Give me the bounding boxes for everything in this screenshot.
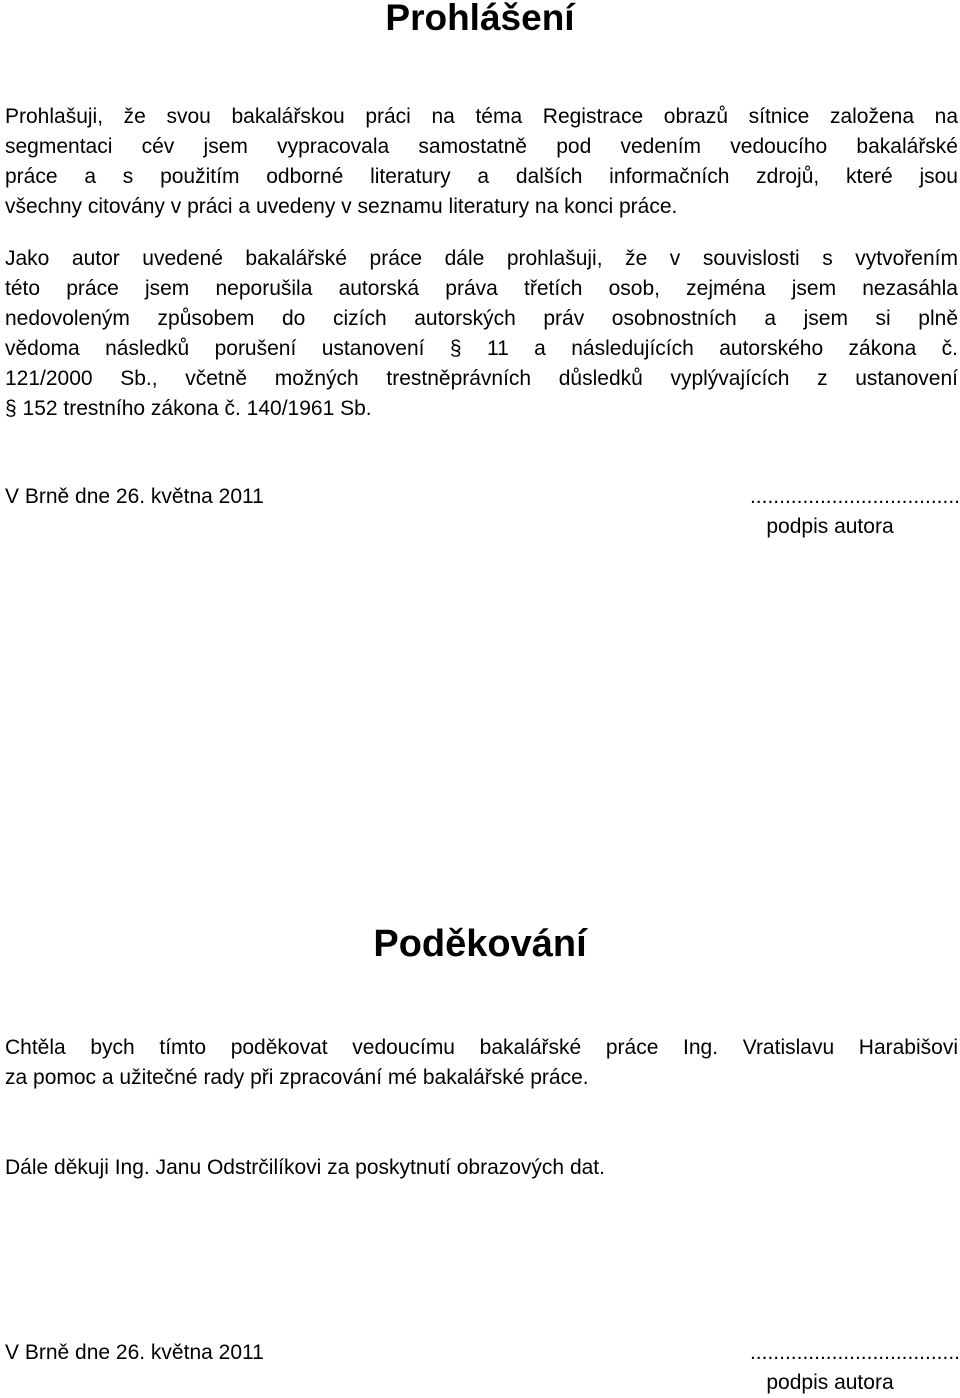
declaration-title: Prohlášení [385,0,575,38]
text-line: všechny citovány v práci a uvedeny v seznamu literatury na konci práce. [5,195,678,218]
text-line: nedovoleným způsobem do cizích autorských práv osobnostních a jsem si plně [5,307,958,330]
acknowledgement-signature-block [700,1338,960,1398]
text-line: Chtěla bych tímto poděkovat vedoucímu bakalářské práce Ing. Vratislavu Harabišovi [5,1036,958,1059]
signature-label: podpis autora [766,1371,894,1394]
text-line: této práce jsem neporušila autorská práva třetích osob, zejména jsem nezasáhla [5,277,958,300]
text-line: segmentaci cév jsem vypracovala samostatně pod vedením vedoucího bakalářské [5,135,958,158]
declaration-paragraph-1 [5,102,958,222]
text-line: práce a s použitím odborné literatury a dalších informačních zdrojů, které jsou [5,165,958,188]
signature-line: .................................... [749,1341,960,1364]
declaration-place-date: V Brně dne 26. května 2011 [5,485,264,508]
text-line: vědoma následků porušení ustanovení § 11 a následujících autorského zákona č. [5,337,958,360]
text-line: § 152 trestního zákona č. 140/1961 Sb. [5,397,372,420]
acknowledgement-paragraph-2: Dále děkuji Ing. Janu Odstrčilíkovi za poskytnutí obrazových dat. [5,1156,605,1179]
text-line: Prohlašuji, že svou bakalářskou práci na téma Registrace obrazů sítnice založena na [5,105,958,128]
text-line: za pomoc a užitečné rady při zpracování mé bakalářské práce. [5,1066,589,1089]
signature-line: .................................... [749,485,960,508]
acknowledgement-paragraph-1 [5,1033,958,1093]
text-line: Jako autor uvedené bakalářské práce dále prohlašuji, že v souvislosti s vytvořením [5,247,958,270]
acknowledgement-place-date: V Brně dne 26. května 2011 [5,1341,264,1364]
acknowledgement-title: Poděkování [373,923,587,965]
declaration-paragraph-2 [5,244,958,424]
signature-label: podpis autora [766,515,894,538]
declaration-signature-block [700,482,960,542]
text-line: 121/2000 Sb., včetně možných trestněprávních důsledků vyplývajících z ustanovení [5,367,958,390]
